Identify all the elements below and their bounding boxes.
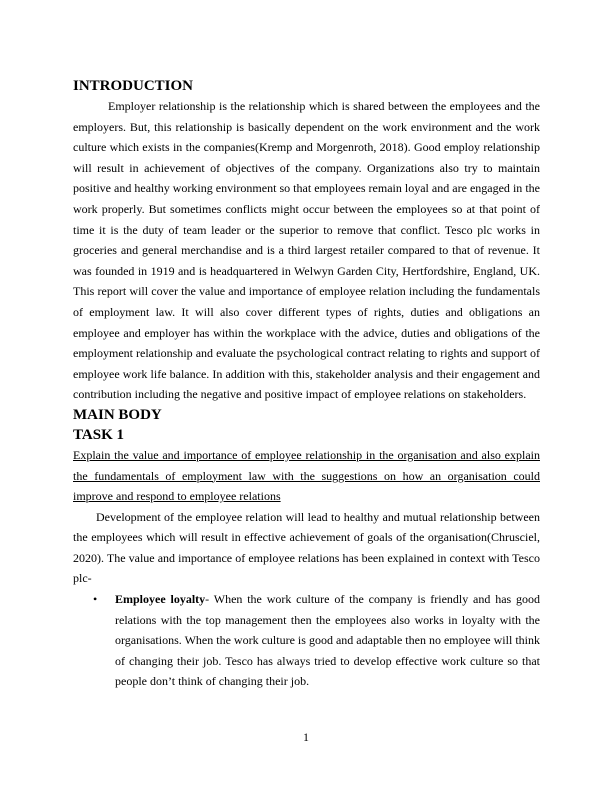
list-item bbox=[73, 589, 540, 692]
bullet-icon: • bbox=[93, 592, 98, 607]
task-1-question: Explain the value and importance of employee relationship in the organisation and also explain the fundamentals of employment law with the suggestions on how an organisation could improve and respond to employee relations bbox=[73, 447, 540, 504]
document-content bbox=[73, 76, 540, 692]
main-body-heading: MAIN BODY bbox=[73, 406, 162, 423]
introduction-heading: INTRODUCTION bbox=[73, 78, 194, 94]
task-1-heading: TASK 1 bbox=[73, 426, 124, 443]
page-number: 1 bbox=[303, 730, 309, 744]
bullet-term: Employee loyalty bbox=[115, 592, 206, 607]
bullet-paragraph bbox=[115, 589, 540, 692]
bullet-text: - When the work culture of the company is friendly and has good relations with the top management then the employees also works in loyalty with the organisations. When the work culture is good and adaptable then no employee will think of changing their job. Tesco has always tried to develop effective work culture so that people don’t think of changing their job. bbox=[115, 592, 541, 689]
task-1-paragraph: Development of the employee relation will lead to healthy and mutual relationship between the employees which will result in effective achievement of goals of the organisation(Chrusciel, 2020). The value and importance of employee relations has been explained in context with Tesco plc- bbox=[73, 509, 540, 586]
introduction-paragraph: Employer relationship is the relationship which is shared between the employees and the employers. But, this relationship is basically dependent on the work environment and the work culture which exists in the companies(Kremp and Morgenroth, 2018). Good employ relationship will result in achievement of objectives of the company. Organizations also try to maintain positive and healthy working environment so that employees remain loyal and are engaged in the work properly. But sometimes conflicts might occur between the employees so at that point of time it is the duty of team leader or the superior to remove that conflict. Tesco plc works in groceries and general merchandise and is a third largest retailer compared to that of revenue. It was founded in 1919 and is headquartered in Welwyn Garden City, Hertfordshire, England, UK. This report will cover the value and importance of employee relation including the fundamentals of employment law. It will also cover different types of rights, duties and obligations an employee and employer has within the workplace with the advice, duties and obligations of the employment relationship and evaluate the psychological contract relating to rights and support of employee work life balance. In addition with this, stakeholder analysis and their engagement and contribution including the negative and positive impact of employee relations on stakeholders. bbox=[73, 99, 540, 402]
task-1-bullet-list bbox=[73, 589, 540, 692]
